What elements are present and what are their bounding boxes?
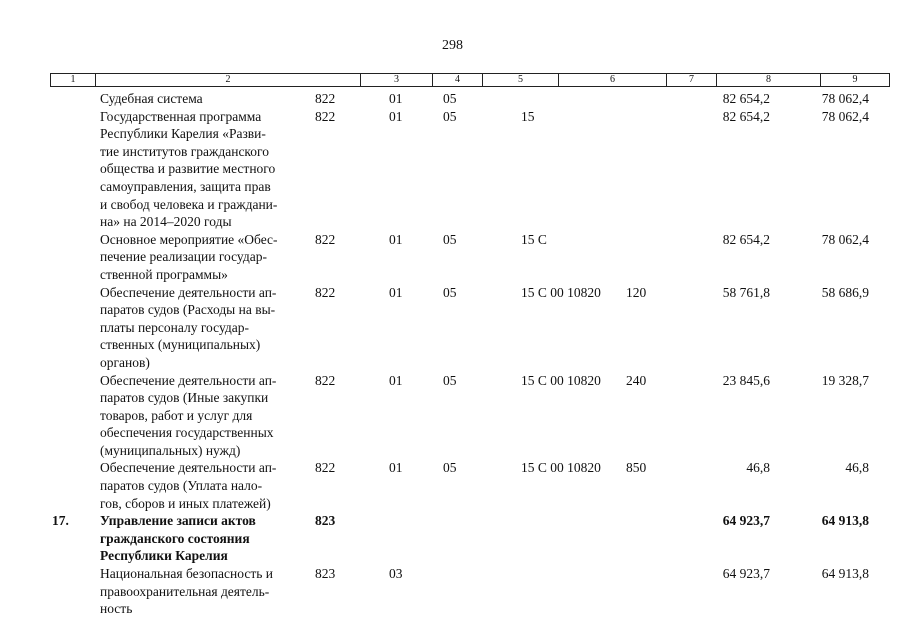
row-grbs: 822 [315,108,336,124]
row-section: 01 [389,284,403,300]
header-col-2: 2 [96,74,361,86]
row-value-2: 78 062,4 [821,231,869,247]
table-row [50,231,890,284]
header-col-7: 7 [667,74,717,86]
row-value-1: 64 923,7 [722,566,770,582]
row-grbs: 823 [315,513,336,529]
row-subsection: 05 [443,91,457,106]
table-row [50,512,890,565]
row-value-1: 82 654,2 [722,91,770,106]
header-col-8: 8 [717,74,821,86]
row-grbs: 822 [315,231,336,247]
row-section: 01 [389,372,403,388]
table-row [50,372,890,460]
row-value-2: 78 062,4 [821,91,869,106]
table-body [50,90,890,618]
row-expense-type: 240 [626,372,647,388]
row-name: Судебная система [100,91,203,106]
table-header [50,73,890,87]
row-value-2: 64 913,8 [821,566,869,582]
row-value-1: 64 923,7 [722,513,770,529]
row-value-2: 78 062,4 [821,108,869,124]
header-col-3: 3 [361,74,433,86]
row-name: Обеспечение деятельности ап- паратов судов (Уплата нало- гов, сборов и иных платежей) [100,460,277,511]
row-grbs: 822 [315,91,336,106]
row-section: 03 [389,566,403,582]
row-name: Обеспечение деятельности ап- паратов судов (Расходы на вы- платы персоналу государ- ственных (муниципальных) органов) [100,284,277,370]
row-name: Государственная программа Республики Карелия «Разви- тие институтов гражданского общества и развитие местного самоуправления, защита прав и свобод человека и граждани- на» на 2014–2020 годы [100,108,278,230]
row-value-2: 64 913,8 [821,513,869,529]
row-section: 01 [389,460,403,476]
table-row [50,90,890,108]
row-subsection: 05 [443,460,457,476]
row-target-article: 15 С 00 10820 [521,284,601,300]
header-col-6: 6 [559,74,667,86]
row-grbs: 822 [315,284,336,300]
row-name: Основное мероприятие «Обес- печение реализации государ- ственной программы» [100,231,278,282]
row-number: 17. [52,513,69,529]
table-row [50,459,890,512]
row-section: 01 [389,91,403,106]
row-name: Управление записи актов гражданского состояния Республики Карелия [100,513,256,564]
table-row [50,565,890,618]
row-name: Обеспечение деятельности ап- паратов судов (Иные закупки товаров, работ и услуг для обеспечения государственных (муниципальных) нужд) [100,372,277,458]
row-name: Национальная безопасность и правоохранительная деятель- ность [100,566,273,617]
row-target-article: 15 С 00 10820 [521,372,601,388]
row-subsection: 05 [443,231,457,247]
row-expense-type: 120 [626,284,647,300]
row-subsection: 05 [443,284,457,300]
header-col-4: 4 [433,74,483,86]
row-subsection: 05 [443,108,457,124]
row-target-article: 15 С 00 10820 [521,460,601,476]
row-value-1: 46,8 [746,460,770,476]
header-col-1: 1 [51,74,96,86]
row-grbs: 823 [315,566,336,582]
row-value-1: 82 654,2 [722,231,770,247]
row-grbs: 822 [315,372,336,388]
table-row [50,108,890,231]
row-subsection: 05 [443,372,457,388]
row-section: 01 [389,108,403,124]
row-value-2: 58 686,9 [821,284,869,300]
row-value-1: 82 654,2 [722,108,770,124]
header-col-9: 9 [852,74,858,85]
header-col-5: 5 [483,74,559,86]
row-section: 01 [389,231,403,247]
row-value-2: 19 328,7 [821,372,869,388]
row-grbs: 822 [315,460,336,476]
row-target-article: 15 С [521,231,547,247]
row-expense-type: 850 [626,460,647,476]
row-target-article: 15 [521,108,535,124]
table-row [50,284,890,372]
page-number: 298 [442,38,463,53]
row-value-2: 46,8 [845,460,869,476]
row-value-1: 23 845,6 [722,372,770,388]
row-value-1: 58 761,8 [722,284,770,300]
